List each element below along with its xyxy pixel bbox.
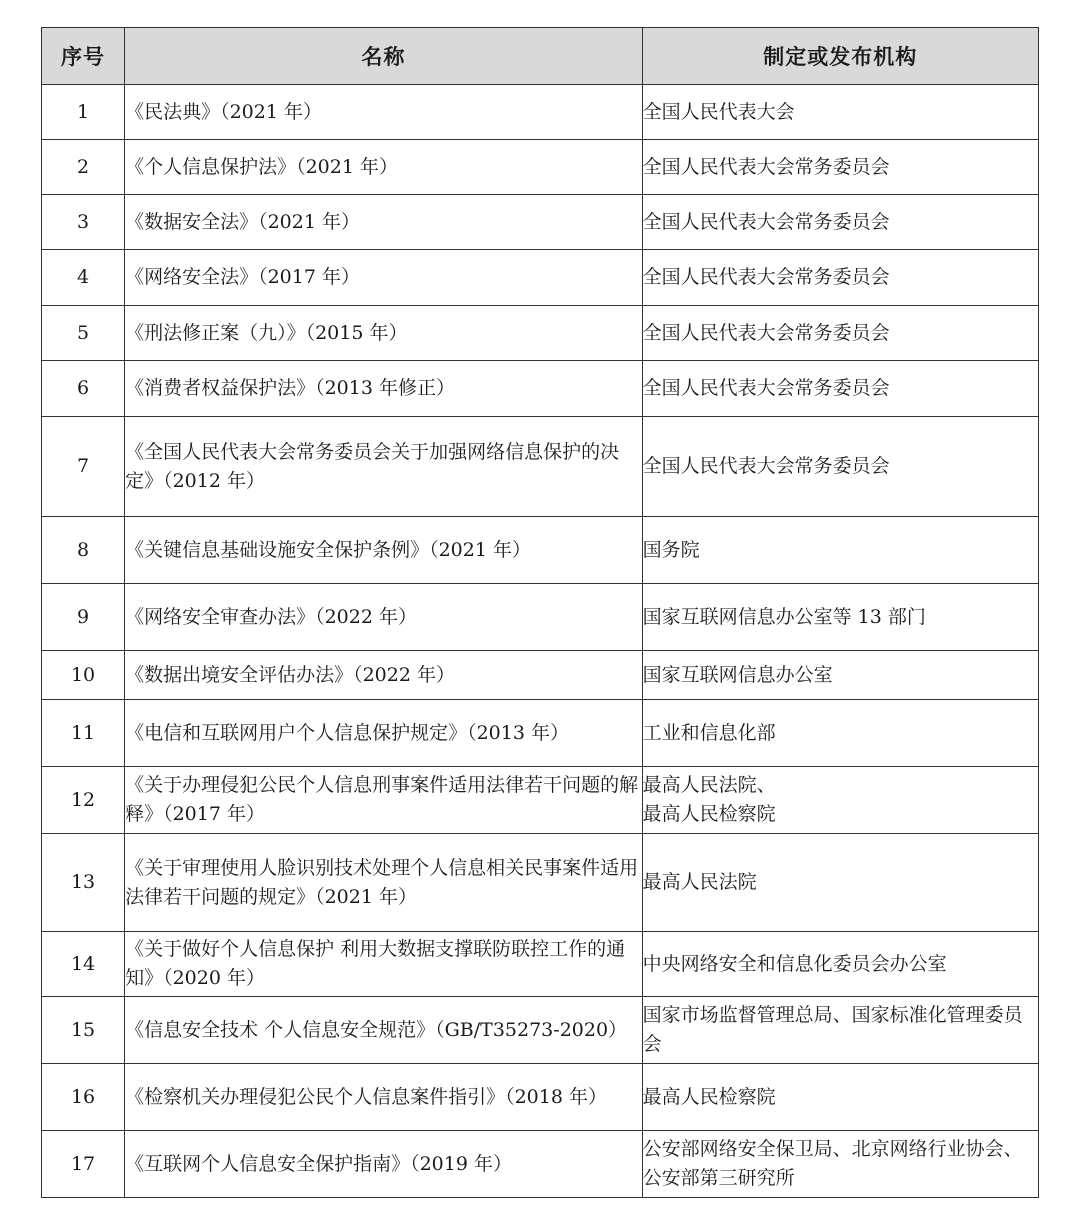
row-number: 8 — [42, 517, 125, 584]
row-number: 12 — [42, 767, 125, 834]
laws-table — [41, 27, 1039, 1198]
table-row — [42, 306, 1039, 361]
row-org: 工业和信息化部 — [642, 700, 1038, 767]
row-name: 《网络安全审查办法》（2022 年） — [125, 584, 643, 651]
table-row — [42, 651, 1039, 700]
row-number: 2 — [42, 140, 125, 195]
row-org: 全国人民代表大会常务委员会 — [642, 417, 1038, 517]
row-org: 最高人民法院 — [642, 834, 1038, 932]
table-row — [42, 700, 1039, 767]
row-name: 《数据安全法》（2021 年） — [125, 195, 643, 250]
row-name: 《互联网个人信息安全保护指南》（2019 年） — [125, 1131, 643, 1198]
row-number: 5 — [42, 306, 125, 361]
table-row — [42, 85, 1039, 140]
row-org: 全国人民代表大会常务委员会 — [642, 361, 1038, 417]
table-row — [42, 834, 1039, 932]
row-number: 1 — [42, 85, 125, 140]
table-row — [42, 932, 1039, 997]
header-name: 名称 — [125, 28, 643, 85]
row-org: 国家市场监督管理总局、国家标准化管理委员会 — [642, 997, 1038, 1064]
row-number: 15 — [42, 997, 125, 1064]
row-name: 《民法典》（2021 年） — [125, 85, 643, 140]
row-number: 10 — [42, 651, 125, 700]
row-name: 《关于办理侵犯公民个人信息刑事案件适用法律若干问题的解释》（2017 年） — [125, 767, 643, 834]
row-number: 17 — [42, 1131, 125, 1198]
table-row — [42, 140, 1039, 195]
table-row — [42, 1131, 1039, 1198]
row-org: 最高人民法院、 最高人民检察院 — [642, 767, 1038, 834]
row-name: 《数据出境安全评估办法》（2022 年） — [125, 651, 643, 700]
header-num: 序号 — [42, 28, 125, 85]
row-name: 《信息安全技术 个人信息安全规范》（GB/T35273-2020） — [125, 997, 643, 1064]
row-name: 《关键信息基础设施安全保护条例》（2021 年） — [125, 517, 643, 584]
table-row — [42, 517, 1039, 584]
header-org: 制定或发布机构 — [642, 28, 1038, 85]
row-name: 《电信和互联网用户个人信息保护规定》（2013 年） — [125, 700, 643, 767]
row-name: 《检察机关办理侵犯公民个人信息案件指引》（2018 年） — [125, 1064, 643, 1131]
row-name: 《刑法修正案（九）》（2015 年） — [125, 306, 643, 361]
row-org: 全国人民代表大会 — [642, 85, 1038, 140]
row-name: 《关于审理使用人脸识别技术处理个人信息相关民事案件适用法律若干问题的规定》（2021 年） — [125, 834, 643, 932]
row-name: 《关于做好个人信息保护 利用大数据支撑联防联控工作的通知》（2020 年） — [125, 932, 643, 997]
row-number: 13 — [42, 834, 125, 932]
row-org: 全国人民代表大会常务委员会 — [642, 195, 1038, 250]
table-row — [42, 195, 1039, 250]
row-org: 中央网络安全和信息化委员会办公室 — [642, 932, 1038, 997]
row-org: 全国人民代表大会常务委员会 — [642, 306, 1038, 361]
row-name: 《个人信息保护法》（2021 年） — [125, 140, 643, 195]
table-row — [42, 997, 1039, 1064]
header-row — [42, 28, 1039, 85]
table-row — [42, 361, 1039, 417]
row-name: 《网络安全法》（2017 年） — [125, 250, 643, 306]
row-number: 16 — [42, 1064, 125, 1131]
row-name: 《全国人民代表大会常务委员会关于加强网络信息保护的决定》（2012 年） — [125, 417, 643, 517]
table-row — [42, 250, 1039, 306]
row-org: 国务院 — [642, 517, 1038, 584]
row-org: 最高人民检察院 — [642, 1064, 1038, 1131]
table-row — [42, 584, 1039, 651]
row-org: 国家互联网信息办公室 — [642, 651, 1038, 700]
row-number: 6 — [42, 361, 125, 417]
row-org: 全国人民代表大会常务委员会 — [642, 140, 1038, 195]
table-row — [42, 1064, 1039, 1131]
row-number: 3 — [42, 195, 125, 250]
row-number: 9 — [42, 584, 125, 651]
table-row — [42, 417, 1039, 517]
row-org: 国家互联网信息办公室等 13 部门 — [642, 584, 1038, 651]
row-org: 公安部网络安全保卫局、北京网络行业协会、公安部第三研究所 — [642, 1131, 1038, 1198]
row-name: 《消费者权益保护法》（2013 年修正） — [125, 361, 643, 417]
row-number: 7 — [42, 417, 125, 517]
row-number: 4 — [42, 250, 125, 306]
row-number: 11 — [42, 700, 125, 767]
row-number: 14 — [42, 932, 125, 997]
row-org: 全国人民代表大会常务委员会 — [642, 250, 1038, 306]
table-row — [42, 767, 1039, 834]
